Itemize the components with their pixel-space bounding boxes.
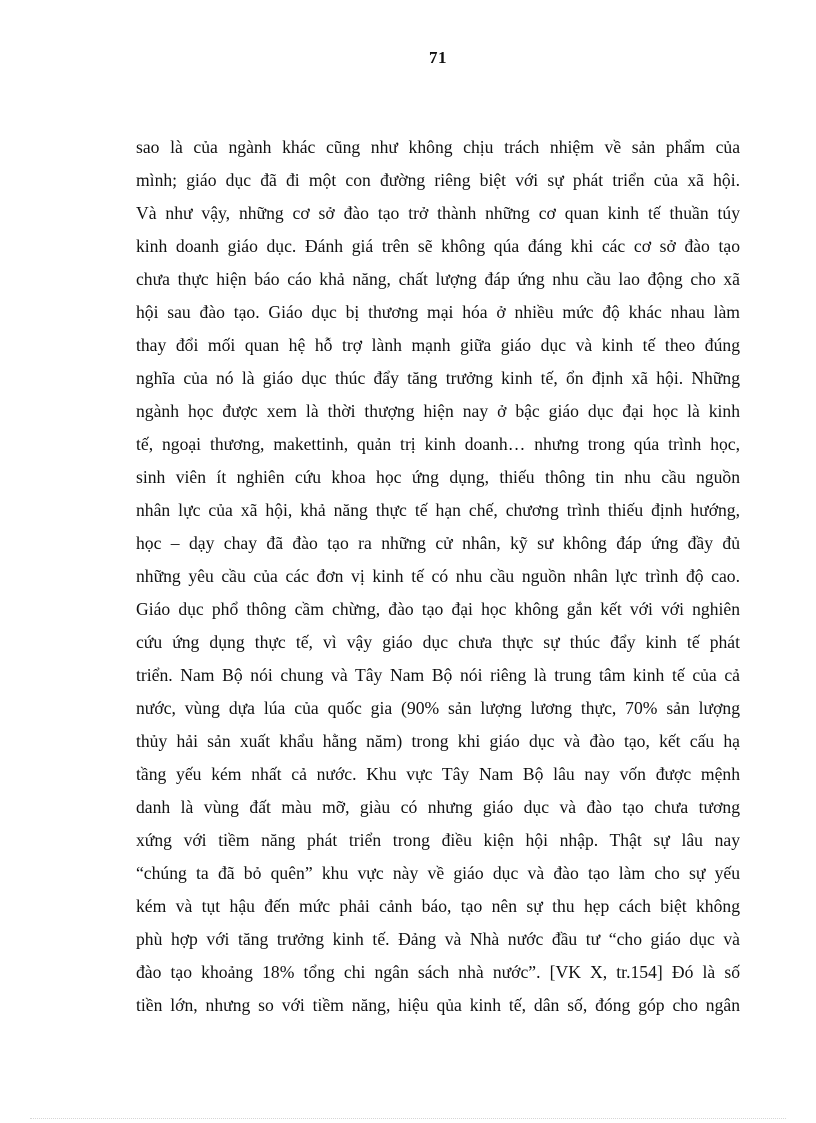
text-line: nhân lực của xã hội, khả năng thực tế hạn chế, chương trình thiếu định hướng, bbox=[136, 500, 740, 520]
text-line: Và như vậy, những cơ sở đào tạo trở thành những cơ quan kinh tế thuần túy bbox=[136, 203, 740, 223]
text-line: tầng yếu kém nhất cả nước. Khu vực Tây Nam Bộ lâu nay vốn được mệnh bbox=[136, 764, 740, 784]
text-line: ngành học được xem là thời thượng hiện nay ở bậc giáo dục đại học là kinh bbox=[136, 401, 740, 421]
text-line: nghĩa của nó là giáo dục thúc đẩy tăng trưởng kinh tế, ổn định xã hội. Những bbox=[136, 368, 740, 388]
text-line: những yêu cầu của các đơn vị kinh tế có nhu cầu nguồn nhân lực trình độ cao. bbox=[136, 566, 740, 586]
text-line: đào tạo khoảng 18% tổng chi ngân sách nhà nước”. [VK X, tr.154] Đó là số bbox=[136, 962, 740, 982]
text-line: thay đổi mối quan hệ hỗ trợ lành mạnh giữa giáo dục và kinh tế theo đúng bbox=[136, 335, 740, 355]
text-line: học – dạy chay đã đào tạo ra những cử nhân, kỹ sư không đáp ứng đầy đủ bbox=[136, 533, 740, 553]
text-line: Giáo dục phổ thông cầm chừng, đào tạo đại học không gắn kết với với nghiên bbox=[136, 599, 740, 619]
text-line: thủy hải sản xuất khẩu hằng năm) trong khi giáo dục và đào tạo, kết cấu hạ bbox=[136, 731, 740, 751]
text-line: phù hợp với tăng trưởng kinh tế. Đảng và Nhà nước đầu tư “cho giáo dục và bbox=[136, 929, 740, 949]
text-line: kinh doanh giáo dục. Đánh giá trên sẽ không qúa đáng khi các cơ sở đào tạo bbox=[136, 236, 740, 256]
text-line: mình; giáo dục đã đi một con đường riêng biệt với sự phát triển của xã hội. bbox=[136, 170, 740, 190]
body-text bbox=[136, 131, 740, 1022]
text-line: xứng với tiềm năng phát triển trong điều kiện hội nhập. Thật sự lâu nay bbox=[136, 830, 740, 850]
text-line: sao là của ngành khác cũng như không chịu trách nhiệm về sản phẩm của bbox=[136, 137, 740, 157]
page-number: 71 bbox=[429, 48, 447, 67]
text-line: tế, ngoại thương, makettinh, quản trị kinh doanh… nhưng trong qúa trình học, bbox=[136, 434, 740, 454]
text-line: danh là vùng đất màu mỡ, giàu có nhưng giáo dục và đào tạo chưa tương bbox=[136, 797, 740, 817]
text-line: kém và tụt hậu đến mức phải cảnh báo, tạo nên sự thu hẹp cách biệt không bbox=[136, 896, 740, 916]
text-line: triển. Nam Bộ nói chung và Tây Nam Bộ nói riêng là trung tâm kinh tế của cả bbox=[136, 665, 740, 685]
text-line: hội sau đào tạo. Giáo dục bị thương mại hóa ở nhiều mức độ khác nhau làm bbox=[136, 302, 740, 322]
page-bottom-divider bbox=[30, 1118, 786, 1119]
text-line: sinh viên ít nghiên cứu khoa học ứng dụng, thiếu thông tin nhu cầu nguồn bbox=[136, 467, 740, 487]
text-line: nước, vùng dựa lúa của quốc gia (90% sản lượng lương thực, 70% sản lượng bbox=[136, 698, 740, 718]
text-line: chưa thực hiện báo cáo khả năng, chất lượng đáp ứng nhu cầu lao động cho xã bbox=[136, 269, 740, 289]
text-line: “chúng ta đã bỏ quên” khu vực này về giáo dục và đào tạo làm cho sự yếu bbox=[136, 863, 740, 883]
text-line: cứu ứng dụng thực tế, vì vậy giáo dục chưa thực sự thúc đẩy kinh tế phát bbox=[136, 632, 740, 652]
text-line: tiền lớn, nhưng so với tiềm năng, hiệu qủa kinh tế, dân số, đóng góp cho ngân bbox=[136, 995, 740, 1015]
